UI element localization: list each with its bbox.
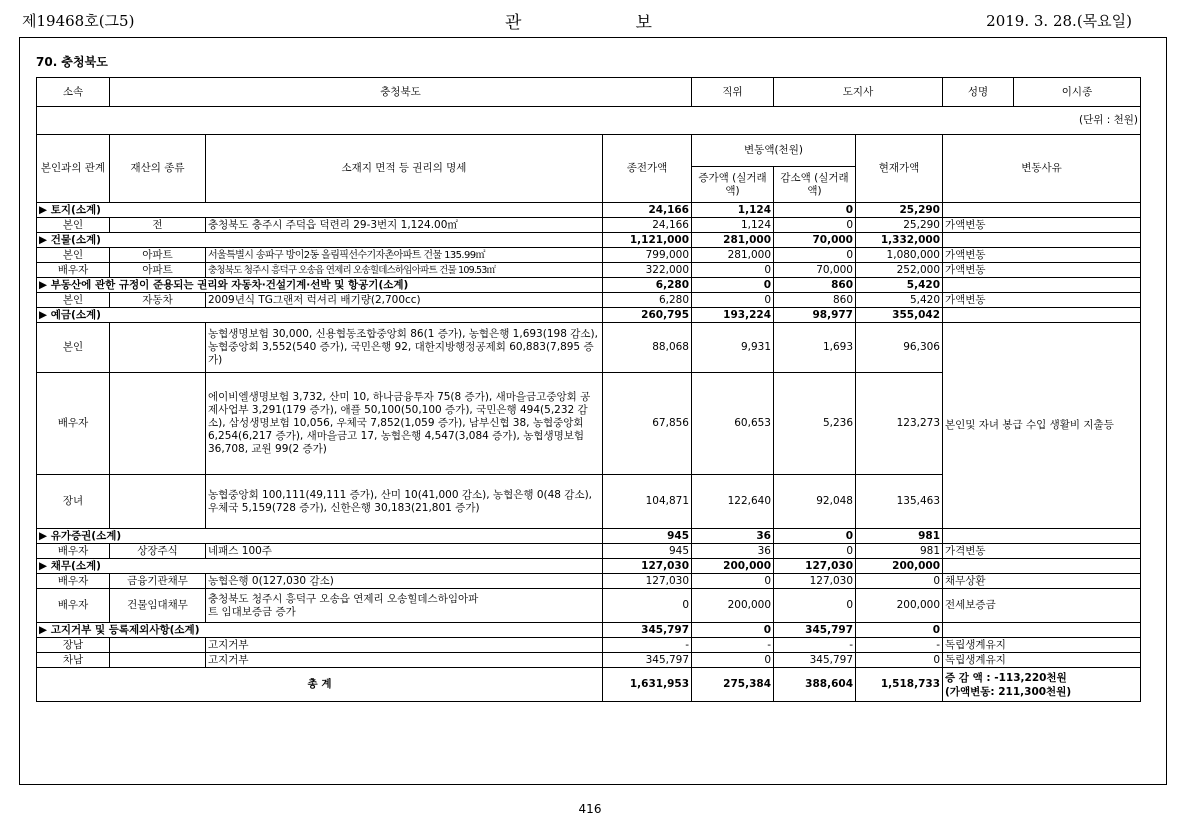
cell-kind: 아파트 xyxy=(110,263,206,278)
cell-dec: 70,000 xyxy=(774,233,856,248)
cell-relation: 본인 xyxy=(37,248,110,263)
cell-inc: 0 xyxy=(692,293,774,308)
cell-dec: 0 xyxy=(774,248,856,263)
cell-desc: 충청북도 청주시 흥덕구 오송읍 연제리 오송힐데스하임아파트 건물 109.53㎡ xyxy=(206,263,603,278)
cell-dec: 0 xyxy=(774,529,856,544)
subtotal-label: ▶ 고지거부 및 등록제외사항(소계) xyxy=(37,623,603,638)
col-inc: 증가액 (실거래액) xyxy=(692,167,774,203)
page-header xyxy=(0,8,1180,32)
title-part-2: 보 xyxy=(635,13,654,33)
cell-relation: 장남 xyxy=(37,638,110,653)
cell-prev: 88,068 xyxy=(603,323,692,373)
table-row xyxy=(37,263,1141,278)
col-curr: 현재가액 xyxy=(856,135,943,203)
table-row xyxy=(37,323,1141,373)
subtotal-row xyxy=(37,278,1141,293)
cell-prev: 345,797 xyxy=(603,623,692,638)
cell-prev: 799,000 xyxy=(603,248,692,263)
table-row xyxy=(37,653,1141,668)
cell-curr: 5,420 xyxy=(856,293,943,308)
subtotal-row xyxy=(37,559,1141,574)
cell-desc: 서울특별시 송파구 방이2동 올림픽선수기자촌아파트 건물 135.99㎡ xyxy=(206,248,603,263)
subtotal-label: ▶ 부동산에 관한 규정이 준용되는 권리와 자동차·건설기계·선박 및 항공기(소계) xyxy=(37,278,603,293)
cell-relation: 장녀 xyxy=(37,475,110,529)
page-number: 416 xyxy=(578,802,602,816)
cell-kind xyxy=(110,323,206,373)
cell-curr: 0 xyxy=(856,653,943,668)
cell-prev: - xyxy=(603,638,692,653)
cell-dec: 860 xyxy=(774,293,856,308)
cell-dec: 92,048 xyxy=(774,475,856,529)
cell-prev: 945 xyxy=(603,544,692,559)
cell-prev: 127,030 xyxy=(603,574,692,589)
cell-reason: 가격변동 xyxy=(943,544,1141,559)
cell-dec: 0 xyxy=(774,203,856,218)
cell-curr: 981 xyxy=(856,529,943,544)
table-row xyxy=(37,293,1141,308)
subtotal-label: ▶ 예금(소계) xyxy=(37,308,603,323)
cell-inc: 0 xyxy=(692,278,774,293)
cell-curr: 123,273 xyxy=(856,373,943,475)
cell-reason: 본인및 자녀 봉급 수입 생활비 지출등 xyxy=(943,323,1141,529)
cell-desc: 농협은행 0(127,030 감소) xyxy=(206,574,603,589)
cell-kind: 자동차 xyxy=(110,293,206,308)
cell-curr: 252,000 xyxy=(856,263,943,278)
cell-inc: 1,124 xyxy=(692,203,774,218)
cell-curr: 1,080,000 xyxy=(856,248,943,263)
asset-table xyxy=(36,77,1141,702)
cell-curr: 200,000 xyxy=(856,589,943,623)
cell-inc: 275,384 xyxy=(692,668,774,702)
info-row xyxy=(37,78,1141,107)
table-row xyxy=(37,248,1141,263)
table-row xyxy=(37,589,1141,623)
cell-curr: 1,518,733 xyxy=(856,668,943,702)
cell-relation: 차남 xyxy=(37,653,110,668)
cell-inc: 9,931 xyxy=(692,323,774,373)
cell-prev: 24,166 xyxy=(603,218,692,233)
cell-inc: 200,000 xyxy=(692,589,774,623)
cell-desc: 충청북도 충주시 주덕읍 덕련리 29-3번지 1,124.00㎡ xyxy=(206,218,603,233)
cell-inc: 281,000 xyxy=(692,248,774,263)
cell-reason: 전세보증금 xyxy=(943,589,1141,623)
subtotal-row xyxy=(37,623,1141,638)
table-row xyxy=(37,638,1141,653)
cell-prev: 6,280 xyxy=(603,278,692,293)
cell-desc: 네패스 100주 xyxy=(206,544,603,559)
cell-desc: 2009년식 TG그랜저 럭셔리 배기량(2,700cc) xyxy=(206,293,603,308)
cell-prev: 67,856 xyxy=(603,373,692,475)
cell-curr: 0 xyxy=(856,623,943,638)
cell-reason xyxy=(943,278,1141,293)
info-name xyxy=(943,78,1141,107)
subtotal-row xyxy=(37,203,1141,218)
gazette-title xyxy=(505,8,654,33)
cell-desc: 농협생명보험 30,000, 신용협동조합중앙회 86(1 증가), 농협은행 1,693(198 감소), 농협중앙회 3,552(540 증가), 국민은행 92, 대한지방행정공제회 60,883(7,895 증가) xyxy=(206,323,603,373)
cell-relation: 배우자 xyxy=(37,373,110,475)
cell-reason: 가액변동 xyxy=(943,263,1141,278)
cell-kind xyxy=(110,373,206,475)
cell-curr: 25,290 xyxy=(856,218,943,233)
cell-prev: 6,280 xyxy=(603,293,692,308)
cell-curr: - xyxy=(856,638,943,653)
col-kind: 재산의 종류 xyxy=(110,135,206,203)
cell-reason: 독립생계유지 xyxy=(943,638,1141,653)
col-reason: 변동사유 xyxy=(943,135,1141,203)
subtotal-row xyxy=(37,529,1141,544)
issue-date: 2019. 3. 28.(목요일) xyxy=(986,12,1132,30)
cell-kind: 상장주식 xyxy=(110,544,206,559)
cell-inc: 1,124 xyxy=(692,218,774,233)
cell-inc: 122,640 xyxy=(692,475,774,529)
title-part-1: 관 xyxy=(505,13,524,33)
cell-reason: 가액변동 xyxy=(943,248,1141,263)
table-row xyxy=(37,574,1141,589)
cell-curr: 25,290 xyxy=(856,203,943,218)
cell-inc: 193,224 xyxy=(692,308,774,323)
cell-kind xyxy=(110,475,206,529)
cell-curr: 0 xyxy=(856,574,943,589)
cell-inc: 60,653 xyxy=(692,373,774,475)
cell-dec: 98,977 xyxy=(774,308,856,323)
cell-curr: 981 xyxy=(856,544,943,559)
cell-dec: 127,030 xyxy=(774,574,856,589)
cell-inc: 0 xyxy=(692,623,774,638)
cell-prev: 24,166 xyxy=(603,203,692,218)
col-change: 변동액(천원) xyxy=(692,135,856,167)
cell-desc: 에이비엘생명보험 3,732, 산미 10, 하나금융투자 75(8 증가), 새마을금고중앙회 공제사업부 3,291(179 증가), 애플 50,100(50,100 증가), 국민은행 494(5,232 감소), 삼성생명보험 10,056, 우체국 7,852(1,059 증가), 남부신협 38, 농협중앙회 6,254(6,217 증가), 새마을금고 17, 농협은행 4,547(3,084 증가), 농협생명보험 36,708, 교원 99(2 증가) xyxy=(206,373,603,475)
cell-inc: 0 xyxy=(692,653,774,668)
cell-curr: 5,420 xyxy=(856,278,943,293)
cell-inc: 0 xyxy=(692,574,774,589)
subtotal-label: ▶ 채무(소계) xyxy=(37,559,603,574)
cell-dec: 127,030 xyxy=(774,559,856,574)
section-title: 70. 충청북도 xyxy=(36,55,108,69)
col-relation: 본인과의 관계 xyxy=(37,135,110,203)
total-note xyxy=(943,668,1141,702)
total-note-value-change: (가액변동: 211,300천원) xyxy=(945,685,1072,698)
subtotal-label: ▶ 건물(소계) xyxy=(37,233,603,248)
info-affiliation-label: 소속 xyxy=(37,78,110,107)
cell-relation: 본인 xyxy=(37,323,110,373)
info-position-label: 직위 xyxy=(692,78,774,107)
col-dec: 감소액 (실거래액) xyxy=(774,167,856,203)
cell-prev: 0 xyxy=(603,589,692,623)
unit-row xyxy=(37,107,1141,135)
cell-inc: 281,000 xyxy=(692,233,774,248)
cell-inc: 36 xyxy=(692,529,774,544)
cell-dec: 345,797 xyxy=(774,623,856,638)
col-prev: 종전가액 xyxy=(603,135,692,203)
cell-relation: 배우자 xyxy=(37,263,110,278)
cell-desc: 농협중앙회 100,111(49,111 증가), 산미 10(41,000 감소), 농협은행 0(48 감소), 우체국 5,159(728 증가), 신한은행 30,183(21,801 증가) xyxy=(206,475,603,529)
cell-dec: 388,604 xyxy=(774,668,856,702)
cell-dec: 0 xyxy=(774,589,856,623)
table-row xyxy=(37,544,1141,559)
cell-dec: 860 xyxy=(774,278,856,293)
cell-inc: 36 xyxy=(692,544,774,559)
cell-desc: 충청북도 청주시 흥덕구 오송읍 연제리 오송힐데스하임아파트 임대보증금 증가 xyxy=(206,589,603,623)
cell-curr: 135,463 xyxy=(856,475,943,529)
cell-relation: 본인 xyxy=(37,293,110,308)
cell-dec: 70,000 xyxy=(774,263,856,278)
total-row xyxy=(37,668,1141,702)
cell-kind: 전 xyxy=(110,218,206,233)
total-label: 총 계 xyxy=(37,668,603,702)
subtotal-row xyxy=(37,308,1141,323)
unit-label: (단위 : 천원) xyxy=(37,107,1141,135)
info-name-label: 성명 xyxy=(943,78,1014,106)
cell-curr: 200,000 xyxy=(856,559,943,574)
cell-curr: 1,332,000 xyxy=(856,233,943,248)
cell-dec: 345,797 xyxy=(774,653,856,668)
total-note-change: 증 감 액 : -113,220천원 xyxy=(945,671,1067,684)
cell-desc: 고지거부 xyxy=(206,638,603,653)
cell-kind xyxy=(110,638,206,653)
cell-kind xyxy=(110,653,206,668)
cell-prev: 260,795 xyxy=(603,308,692,323)
cell-reason: 독립생계유지 xyxy=(943,653,1141,668)
cell-reason xyxy=(943,203,1141,218)
cell-relation: 배우자 xyxy=(37,589,110,623)
cell-dec: 5,236 xyxy=(774,373,856,475)
cell-inc: - xyxy=(692,638,774,653)
cell-prev: 322,000 xyxy=(603,263,692,278)
cell-desc: 고지거부 xyxy=(206,653,603,668)
cell-kind: 금융기관채무 xyxy=(110,574,206,589)
cell-prev: 127,030 xyxy=(603,559,692,574)
cell-reason xyxy=(943,233,1141,248)
cell-relation: 배우자 xyxy=(37,544,110,559)
issue-number: 제19468호(그5) xyxy=(22,12,135,30)
cell-reason xyxy=(943,559,1141,574)
cell-reason: 가액변동 xyxy=(943,218,1141,233)
cell-inc: 200,000 xyxy=(692,559,774,574)
info-name-value: 이시종 xyxy=(1061,85,1093,98)
subtotal-label: ▶ 유가증권(소계) xyxy=(37,529,603,544)
subtotal-row xyxy=(37,233,1141,248)
cell-relation: 본인 xyxy=(37,218,110,233)
info-position: 도지사 xyxy=(774,78,943,107)
cell-dec: - xyxy=(774,638,856,653)
cell-kind: 건물임대채무 xyxy=(110,589,206,623)
cell-prev: 1,121,000 xyxy=(603,233,692,248)
cell-prev: 945 xyxy=(603,529,692,544)
table-row xyxy=(37,218,1141,233)
cell-dec: 0 xyxy=(774,544,856,559)
cell-inc: 0 xyxy=(692,263,774,278)
cell-reason xyxy=(943,529,1141,544)
cell-reason: 채무상환 xyxy=(943,574,1141,589)
cell-prev: 1,631,953 xyxy=(603,668,692,702)
cell-relation: 배우자 xyxy=(37,574,110,589)
cell-kind: 아파트 xyxy=(110,248,206,263)
cell-reason: 가액변동 xyxy=(943,293,1141,308)
cell-curr: 96,306 xyxy=(856,323,943,373)
info-affiliation: 충청북도 xyxy=(110,78,692,107)
cell-dec: 1,693 xyxy=(774,323,856,373)
col-desc: 소재지 면적 등 권리의 명세 xyxy=(206,135,603,203)
column-header-row xyxy=(37,135,1141,167)
cell-reason xyxy=(943,623,1141,638)
cell-dec: 0 xyxy=(774,218,856,233)
cell-prev: 104,871 xyxy=(603,475,692,529)
cell-reason xyxy=(943,308,1141,323)
subtotal-label: ▶ 토지(소계) xyxy=(37,203,603,218)
cell-curr: 355,042 xyxy=(856,308,943,323)
cell-prev: 345,797 xyxy=(603,653,692,668)
